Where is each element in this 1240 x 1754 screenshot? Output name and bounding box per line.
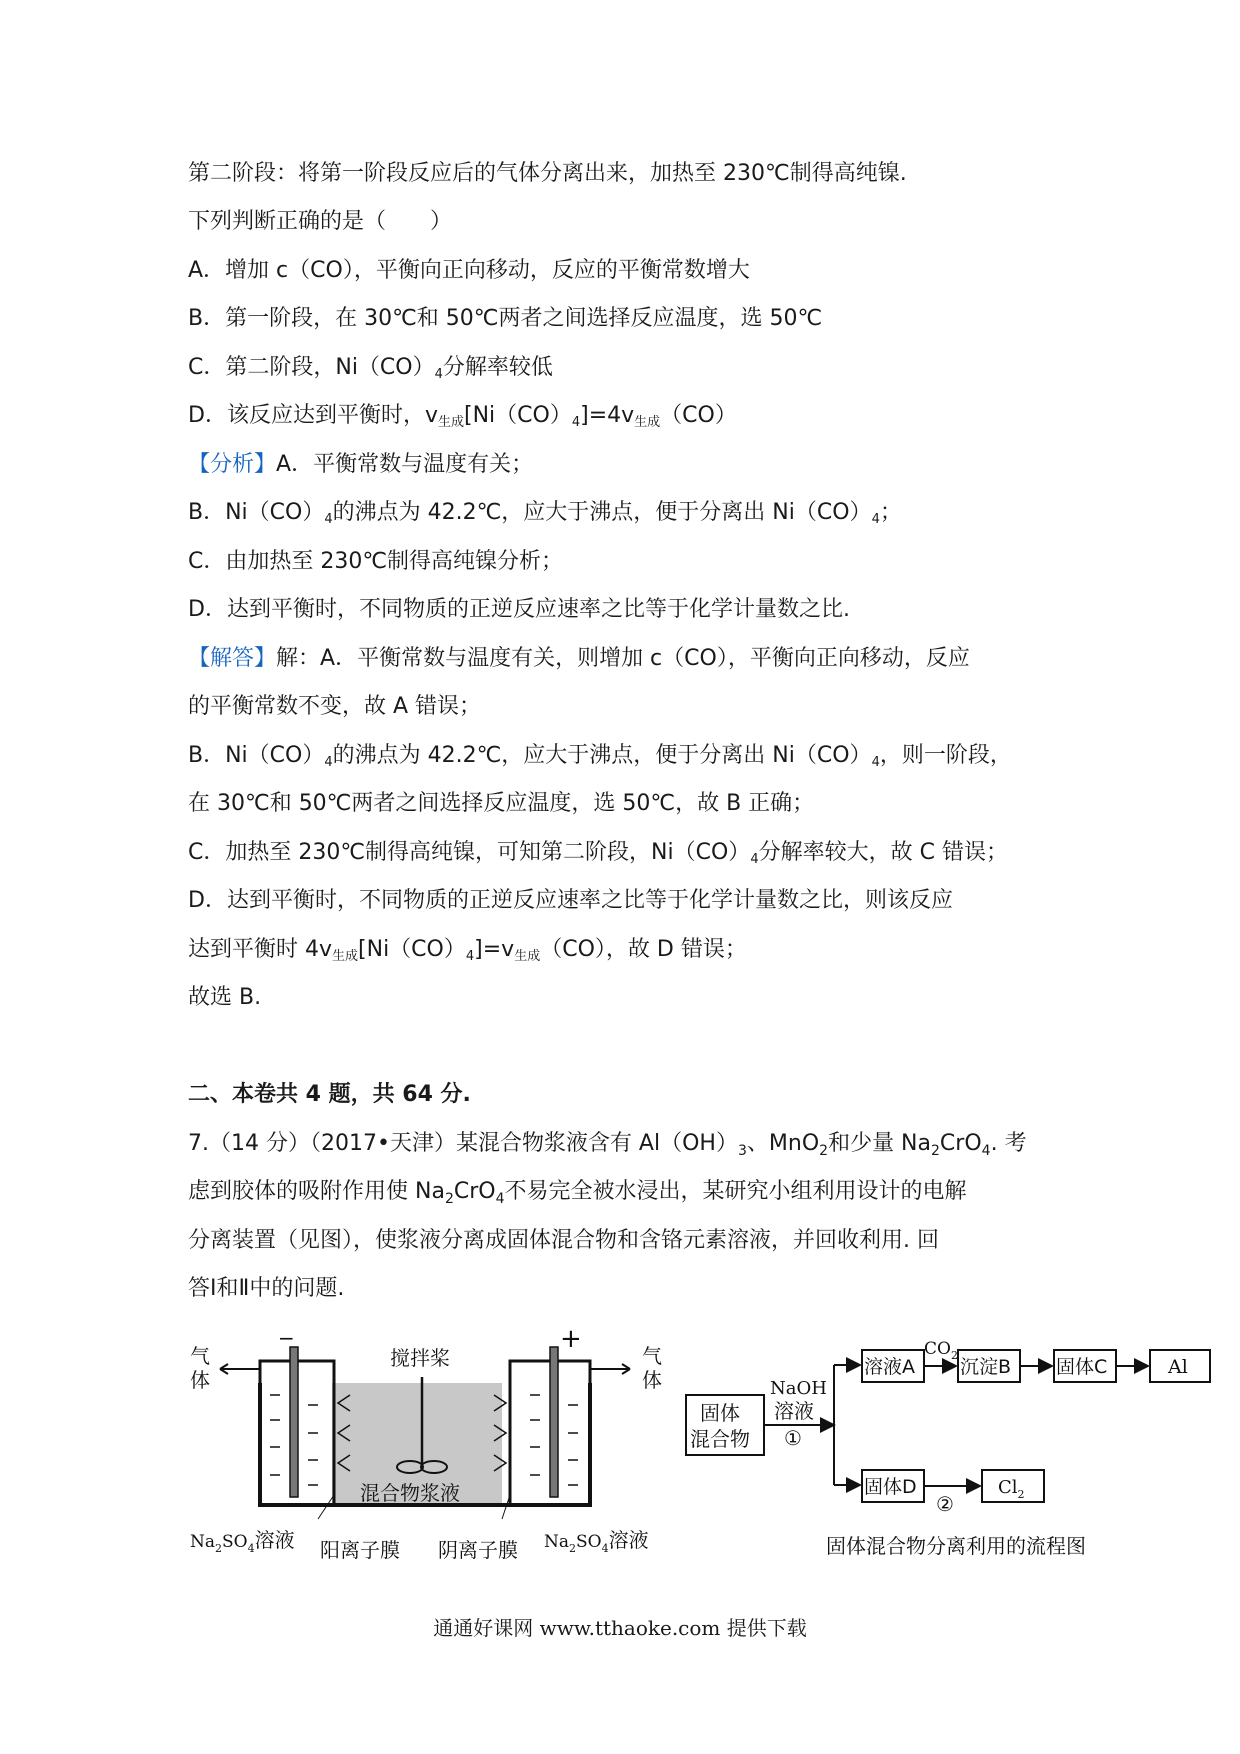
na2so4-left-label: $Na_2SO_4$溶液 [190,1528,295,1555]
option-c: C．第二阶段，$Ni(CO)_4$分解率较低 [188,355,553,382]
section-heading: 二、本卷共 4 题，共 64 分. [188,1082,471,1107]
naoh-label: 溶液 [774,1399,814,1423]
cl2-label: $Cl_2$ [998,1477,1025,1501]
text-line: 在 30℃和 50℃两者之间选择反应温度，选 50℃，故 B 正确； [188,791,815,816]
gas-label-right: 体 [642,1368,662,1392]
solid-mixture-label: 混合物 [690,1427,750,1451]
al-label: Al [1168,1356,1188,1378]
solid-d-label: 固体D [864,1476,917,1498]
gas-label-left: 气 [190,1344,210,1368]
text-line: D．达到平衡时，不同物质的正逆反应速率之比等于化学计量数之比. [188,597,850,622]
stirrer-label: 搅拌桨 [390,1346,450,1370]
question-7-line: 虑到胶体的吸附作用使 $Na_2CrO_4$不易完全被水浸出，某研究小组利用设计的电解 [188,1179,967,1207]
anion-membrane-label: 阴离子膜 [438,1538,518,1562]
option-a: A．增加 c（CO），平衡向正向移动，反应的平衡常数增大 [188,258,750,283]
gas-outlet-right [590,1364,630,1374]
slurry-label: 混合物浆液 [360,1481,460,1505]
co2-label: $CO_2$ [924,1339,958,1362]
anode-sign: + [560,1325,582,1354]
precipitate-b-label: 沉淀B [960,1356,1012,1378]
text-line: C．由加热至 230℃制得高纯镍分析； [188,549,564,574]
gas-label-right: 气 [642,1344,662,1368]
text-line: C．加热至 230℃制得高纯镍，可知第二阶段，$Ni(CO)_4$分解率较大，故 C 错误； [188,840,1008,867]
cation-membrane-label: 阳离子膜 [320,1538,400,1562]
na2so4-right-label: $Na_2SO_4$溶液 [544,1528,649,1555]
step-1-label: ① [784,1426,802,1450]
cathode-sign: − [278,1326,295,1350]
step-2-label: ② [936,1492,954,1516]
anode [550,1347,558,1497]
text-line: B．$Ni(CO)_4$的沸点为 42.2℃，应大于沸点，便于分离出 $Ni(CO)_4$； [188,500,902,527]
question-7-line: 7.（14 分）（2017•天津）某混合物浆液含有 $Al(OH)_3$、MnO$_2$和少量 $Na_2CrO_4$. 考 [188,1131,1027,1159]
text-line: 下列判断正确的是（ ） [188,209,453,234]
question-7-line: 分离装置（见图），使浆液分离成固体混合物和含铬元素溶液，并回收利用. 回 [188,1228,939,1253]
text-line: B．$Ni(CO)_4$的沸点为 42.2℃，应大于沸点，便于分离出 $Ni(CO)_4$，则一阶段， [188,743,1012,770]
solid-c-label: 固体C [1056,1356,1108,1378]
flow-chart-caption: 固体混合物分离利用的流程图 [826,1534,1086,1558]
gas-label-left: 体 [190,1368,210,1392]
separation-flow-chart [684,1330,1240,1570]
gas-outlet-left [220,1364,260,1374]
footer-source: 通通好课网 www.tthaoke.com 提供下载 [433,1616,807,1640]
analysis-tag: 【分析】 [188,452,277,477]
text-line: 的平衡常数不变，故 A 错误； [188,694,482,719]
electrolysis-apparatus-figure [190,1325,670,1570]
analysis-line: 【分析】A．平衡常数与温度有关； [188,452,534,477]
answer-line: 【解答】解：A．平衡常数与温度有关，则增加 c（CO），平衡向正向移动，反应 [188,646,970,671]
text-line: 达到平衡时 $4v_{生成}[Ni(CO)_4]=v_{生成}(CO)$，故 D 错误； [188,937,747,964]
cathode [290,1347,298,1497]
text-line: 第二阶段：将第一阶段反应后的气体分离出来，加热至 230℃制得高纯镍. [188,161,907,186]
solid-mixture-label: 固体 [700,1401,740,1425]
option-b: B．第一阶段，在 30℃和 50℃两者之间选择反应温度，选 50℃ [188,306,823,331]
question-7-line: 答Ⅰ和Ⅱ中的问题. [188,1276,345,1301]
option-d: D．该反应达到平衡时，$v_{生成}[Ni(CO)_4]=4v_{生成}(CO)$ [188,403,737,430]
naoh-label: NaOH [770,1378,827,1399]
conclusion: 故选 B. [188,985,262,1010]
text-line: D．达到平衡时，不同物质的正逆反应速率之比等于化学计量数之比，则该反应 [188,888,953,913]
solution-a-label: 溶液A [864,1356,915,1378]
answer-tag: 【解答】 [188,646,277,671]
